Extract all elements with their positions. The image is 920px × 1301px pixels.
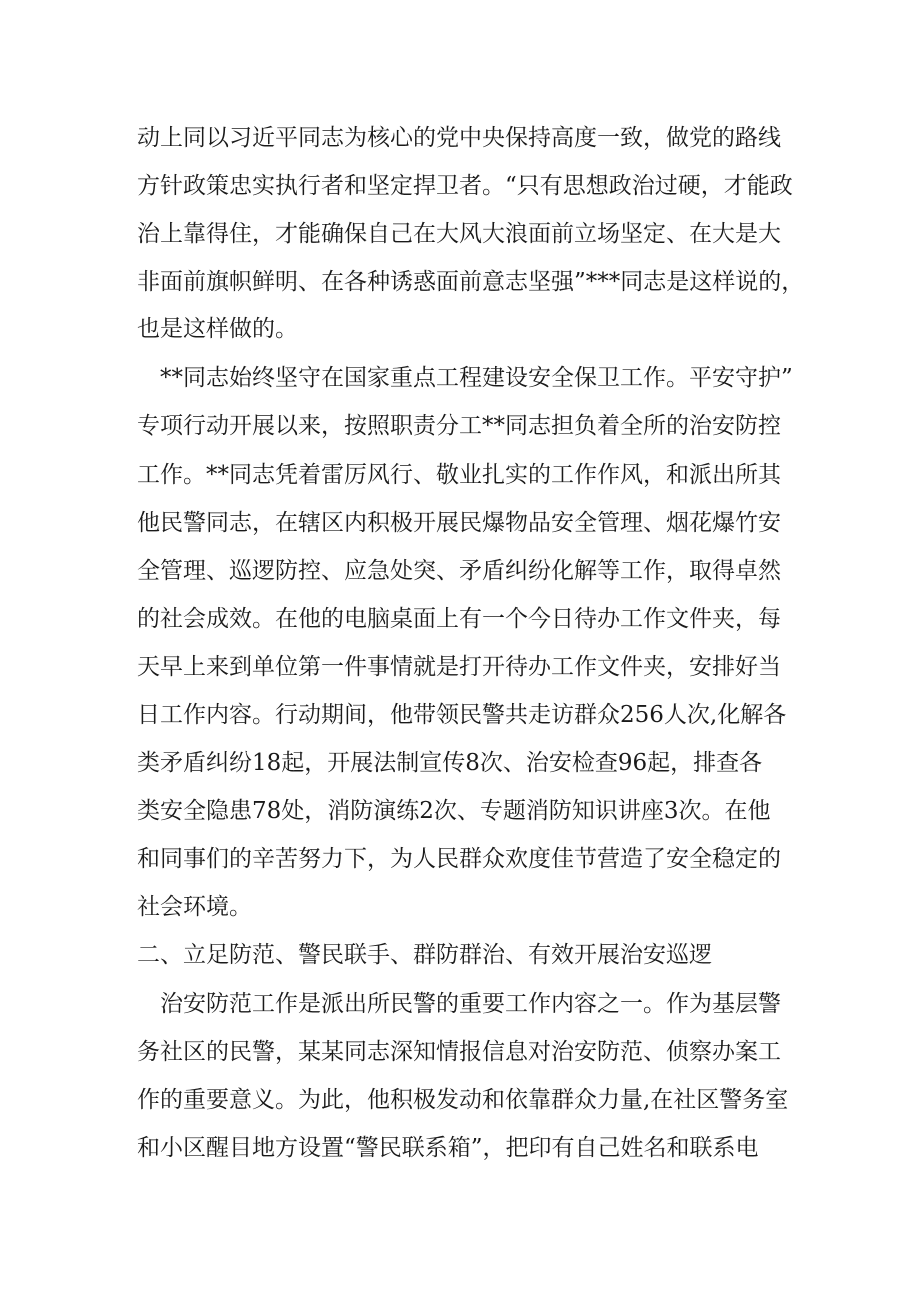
paragraph-3-line-2: 务社区的民警，某某同志深知情报信息对治安防范、侦察办案工 xyxy=(137,1039,781,1065)
paragraph-2-line-7: 天早上来到单位第一件事情就是打开待办工作文件夹，安排好当 xyxy=(137,654,781,680)
paragraph-3-line-4: 和小区醒目地方设置“警民联系箱”，把印有自己姓名和联系电 xyxy=(137,1135,759,1161)
paragraph-2-line-11: 和同事们的辛苦努力下，为人民群众欢度佳节营造了安全稳定的 xyxy=(137,846,781,872)
paragraph-2-line-12: 社会环境。 xyxy=(137,894,252,920)
paragraph-1-line-1: 动上同以习近平同志为核心的党中央保持高度一致，做党的路线 xyxy=(137,125,781,151)
paragraph-2-line-4: 他民警同志，在辖区内积极开展民爆物品安全管理、烟花爆竹安 xyxy=(137,510,781,536)
paragraph-2-line-1: **同志始终坚守在国家重点工程建设安全保卫工作。平安守护” xyxy=(160,365,793,391)
paragraph-2-line-8: 日工作内容。行动期间，他带领民警共走访群众256人次,化解各 xyxy=(137,702,787,728)
paragraph-2-line-6: 的社会成效。在他的电脑桌面上有一个今日待办工作文件夹，每 xyxy=(137,606,781,632)
paragraph-2-line-10: 类安全隐患78处，消防演练2次、专题消防知识讲座3次。在他 xyxy=(137,798,771,824)
paragraph-1-line-2: 方针政策忠实执行者和坚定捍卫者。“只有思想政治过硬，才能政 xyxy=(137,173,793,199)
paragraph-3-line-3: 作的重要意义。为此，他积极发动和依靠群众力量,在社区警务室 xyxy=(137,1087,789,1113)
section-heading: 二、立足防范、警民联手、群防群治、有效开展治安巡逻 xyxy=(137,942,712,968)
paragraph-2-line-2: 专项行动开展以来，按照职责分工**同志担负着全所的治安防控 xyxy=(137,413,781,439)
paragraph-1-line-5: 也是这样做的。 xyxy=(137,316,298,342)
paragraph-2-line-3: 工作。**同志凭着雷厉风行、敬业扎实的工作作风，和派出所其 xyxy=(137,462,781,488)
paragraph-2-line-5: 全管理、巡逻防控、应急处突、矛盾纠纷化解等工作，取得卓然 xyxy=(137,558,781,584)
paragraph-3-line-1: 治安防范工作是派出所民警的重要工作内容之一。作为基层警 xyxy=(160,991,781,1017)
paragraph-2-line-9: 类矛盾纠纷18起，开展法制宣传8次、治安检查96起，排查各 xyxy=(137,750,763,776)
paragraph-1-line-3: 治上靠得住，才能确保自己在大风大浪面前立场坚定、在大是大 xyxy=(137,221,781,247)
paragraph-1-line-4: 非面前旗帜鲜明、在各种诱惑面前意志坚强”***同志是这样说的， xyxy=(137,269,805,295)
